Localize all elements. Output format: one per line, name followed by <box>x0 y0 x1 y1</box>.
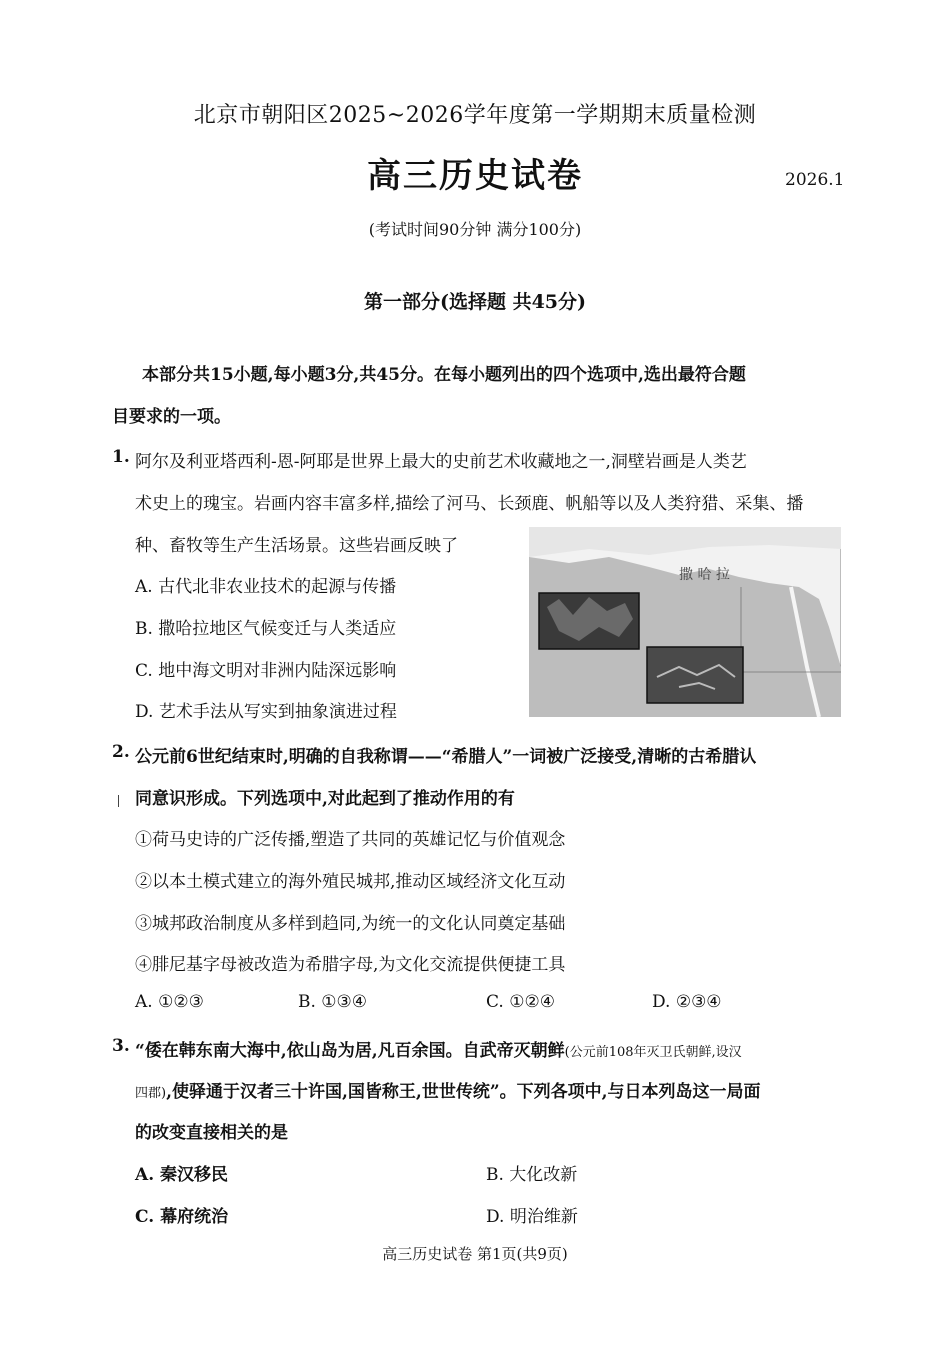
q3-stem-line1-main: “倭在韩东南大海中,依山岛为居,凡百余国。自武帝灭朝鲜 <box>135 1041 565 1061</box>
q2-item-3: ③城邦政治制度从多样到趋同,为统一的文化认同奠定基础 <box>135 914 566 934</box>
exam-date: 2026.1 <box>785 170 845 190</box>
page-title: 高三历史试卷 <box>367 156 583 196</box>
q2-item-1: ①荷马史诗的广泛传播,塑造了共同的英雄记忆与价值观念 <box>135 830 566 850</box>
q1-stem-line3: 种、畜牧等生产生活场景。这些岩画反映了 <box>135 536 458 556</box>
map-label: 撒 哈 拉 <box>679 567 730 583</box>
q1-option-a: A. 古代北非农业技术的起源与传播 <box>135 577 397 597</box>
q3-stem-line2-main: ,使驿通于汉者三十许国,国皆称王,世世传统”。下列各项中,与日本列岛这一局面 <box>166 1082 761 1102</box>
q2-number: 2. <box>112 742 130 762</box>
q3-number: 3. <box>112 1036 130 1056</box>
page-footer: 高三历史试卷 第1页(共9页) <box>382 1245 568 1263</box>
q3-stem-line3: 的改变直接相关的是 <box>135 1123 288 1143</box>
exam-info: (考试时间90分钟 满分100分) <box>368 220 582 239</box>
q2-stem-line2: 同意识形成。下列选项中,对此起到了推动作用的有 <box>135 789 515 809</box>
q3-option-a: A. 秦汉移民 <box>135 1165 229 1185</box>
q3-stem-line2-note: 四郡) <box>135 1086 167 1101</box>
q2-item-4: ④腓尼基字母被改造为希腊字母,为文化交流提供便捷工具 <box>135 955 566 975</box>
q2-option-a: A. ①②③ <box>135 992 204 1012</box>
q1-option-d: D. 艺术手法从写实到抽象演进过程 <box>135 702 397 722</box>
part1-heading: 第一部分(选择题 共45分) <box>363 291 587 313</box>
q2-item-2: ②以本土模式建立的海外殖民城邦,推动区域经济文化互动 <box>135 872 566 892</box>
q1-number: 1. <box>112 447 130 467</box>
margin-mark <box>118 795 119 807</box>
q3-stem-line1-note: (公元前108年灭卫氏朝鲜,设汉 <box>564 1045 742 1060</box>
q3-option-b: B. 大化改新 <box>486 1165 578 1185</box>
q2-stem-line1: 公元前6世纪结束时,明确的自我称谓——“希腊人”一词被广泛接受,清晰的古希腊认 <box>135 747 757 767</box>
q2-option-b: B. ①③④ <box>298 992 368 1012</box>
q1-option-b: B. 撒哈拉地区气候变迁与人类适应 <box>135 619 397 639</box>
q3-option-d: D. 明治维新 <box>486 1207 578 1227</box>
q3-stem-line1 <box>135 1036 742 1061</box>
map-rock-art-figure <box>529 527 841 717</box>
q3-stem-line2 <box>135 1077 761 1102</box>
q1-option-c: C. 地中海文明对非洲内陆深远影响 <box>135 661 397 681</box>
q1-stem-line2: 术史上的瑰宝。岩画内容丰富多样,描绘了河马、长颈鹿、帆船等以及人类狩猎、采集、播 <box>135 494 804 514</box>
q2-option-d: D. ②③④ <box>652 992 722 1012</box>
instructions-line1: 本部分共15小题,每小题3分,共45分。在每小题列出的四个选项中,选出最符合题 <box>142 365 746 385</box>
q1-stem-line1: 阿尔及利亚塔西利-恩-阿耶是世界上最大的史前艺术收藏地之一,洞壁岩画是人类艺 <box>135 452 747 472</box>
instructions-line2: 目要求的一项。 <box>112 407 231 427</box>
school-header: 北京市朝阳区2025~2026学年度第一学期期末质量检测 <box>193 103 757 128</box>
q3-option-c: C. 幕府统治 <box>135 1207 229 1227</box>
q2-option-c: C. ①②④ <box>486 992 555 1012</box>
